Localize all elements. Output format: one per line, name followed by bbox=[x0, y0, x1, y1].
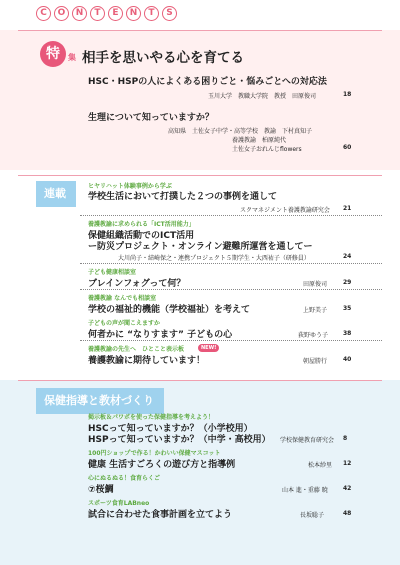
entry-page: 24 bbox=[343, 253, 352, 260]
entry-tag: 子ども健康相談室 bbox=[88, 269, 137, 276]
entry-divider bbox=[80, 289, 382, 290]
entry-author: 養護教諭 柏原純代 bbox=[232, 137, 287, 144]
entry-title[interactable]: 学校生活において打撲した２つの事例を通して bbox=[88, 192, 278, 202]
entry-page: 42 bbox=[343, 485, 352, 492]
header bbox=[0, 0, 400, 28]
divider bbox=[18, 175, 382, 176]
contents-letter: N bbox=[126, 6, 141, 21]
special-feature-section bbox=[0, 30, 400, 170]
entry-title[interactable]: HSCって知っていますか？（小学校用） bbox=[88, 424, 253, 434]
new-badge: NEW! bbox=[198, 344, 219, 352]
serial-label: 連載 bbox=[36, 181, 76, 207]
entry-divider bbox=[80, 263, 382, 264]
special-badge: 特 bbox=[40, 41, 66, 67]
entry-tag: 心にぬるぬる！食育らくご bbox=[88, 475, 161, 482]
entry-title[interactable]: HSPって知っていますか？（中学・高校用） bbox=[88, 435, 271, 445]
entry-page: 40 bbox=[343, 356, 352, 363]
entry-author: 朝屋勝行 bbox=[303, 358, 328, 365]
entry-title[interactable]: ⑦桜鯛 bbox=[88, 485, 114, 495]
entry-tag: 掲示板＆パワポを使った保健指導を考えよう！ bbox=[88, 414, 215, 421]
entry-title[interactable]: 学校の福祉的機能（学校福祉）を考えて bbox=[88, 305, 251, 315]
entry-tag: ヒヤリハット体験事例から学ぶ bbox=[88, 183, 172, 190]
entry-author: 土佐女子おれんじflowers bbox=[232, 146, 302, 153]
entry-author: 長坂聡子 bbox=[300, 512, 325, 519]
entry-page: 35 bbox=[343, 305, 352, 312]
entry-author: 大川尚子・結崎保之・連携プロジェクト５期学生・大西祐子（研修員） bbox=[118, 255, 310, 262]
entry-title[interactable]: 試合に合わせた食事計画を立てよう bbox=[88, 510, 233, 520]
health-guidance-section bbox=[0, 380, 400, 565]
contents-letter: T bbox=[90, 6, 105, 21]
entry-page: 18 bbox=[343, 91, 352, 98]
serial-section bbox=[0, 175, 400, 380]
entry-author: 松本紗里 bbox=[308, 462, 333, 469]
entry-divider bbox=[80, 215, 382, 216]
entry-title[interactable]: 何者かに “なりすます” 子どもの心 bbox=[88, 330, 233, 340]
special-title: 相手を思いやる心を育てる bbox=[82, 50, 244, 66]
contents-letter: N bbox=[72, 6, 87, 21]
entry-author: 上野美子 bbox=[303, 307, 328, 314]
contents-letter: E bbox=[108, 6, 123, 21]
entry-page: 60 bbox=[343, 144, 352, 151]
entry-title[interactable]: ブレインフォグって何？ bbox=[88, 279, 186, 289]
divider bbox=[18, 380, 382, 381]
entry-title[interactable]: 生理について知っていますか？ bbox=[88, 113, 214, 123]
entry-page: 29 bbox=[343, 279, 352, 286]
entry-page: 21 bbox=[343, 205, 352, 212]
entry-title[interactable]: 健康 生活すごろくの遊び方と指導例 bbox=[88, 460, 236, 470]
entry-author: スクマネジメント養護教諭研究会 bbox=[240, 207, 330, 214]
entry-page: 12 bbox=[343, 460, 352, 467]
contents-letter: T bbox=[144, 6, 159, 21]
contents-letter: O bbox=[54, 6, 69, 21]
entry-author: 田原俊司 bbox=[303, 281, 328, 288]
entry-title[interactable]: HSC・HSPの人によくある困りごと・悩みごとへの対応法 bbox=[88, 77, 327, 87]
entry-page: 8 bbox=[343, 435, 348, 442]
entry-author: 荻野ゆう子 bbox=[298, 332, 329, 339]
entry-tag: 養護教諭の先生へ ひとこと表示板 bbox=[88, 346, 185, 353]
health-guidance-label: 保健指導と教材づくり bbox=[36, 388, 164, 414]
special-badge-sub: 集 bbox=[68, 53, 76, 62]
entry-title[interactable]: ー防災プロジェクト・オンライン避難所運営を通してー bbox=[88, 242, 313, 252]
entry-page: 38 bbox=[343, 330, 352, 337]
entry-divider bbox=[80, 340, 382, 341]
entry-author: 学校保健教育研究会 bbox=[280, 437, 335, 444]
entry-title[interactable]: 保健組織活動でのICT活用 bbox=[88, 231, 195, 241]
entry-tag: 子どもの声が聞こえますか bbox=[88, 320, 161, 327]
entry-title[interactable]: 養護教諭に期待しています！ bbox=[88, 356, 206, 366]
entry-tag: 養護教諭に求められる「ICT活用能力」 bbox=[88, 221, 195, 228]
divider bbox=[18, 30, 382, 31]
entry-author: 高知県 土佐女子中学・高等学校 教諭 下村真知子 bbox=[168, 128, 313, 135]
entry-tag: スポーツ食育LABneo bbox=[88, 500, 150, 507]
contents-letter: C bbox=[36, 6, 51, 21]
entry-page: 48 bbox=[343, 510, 352, 517]
entry-author: 山本 進・重藤 暁 bbox=[282, 487, 328, 494]
contents-letter: S bbox=[162, 6, 177, 21]
entry-tag: 養護教諭 なんでも相談室 bbox=[88, 295, 157, 302]
contents-title bbox=[36, 6, 177, 21]
entry-author: 玉川大学 教職大学院 教授 田原俊司 bbox=[208, 93, 317, 100]
entry-tag: 100円ショップで作る！かわいい保健マスコット bbox=[88, 450, 221, 457]
